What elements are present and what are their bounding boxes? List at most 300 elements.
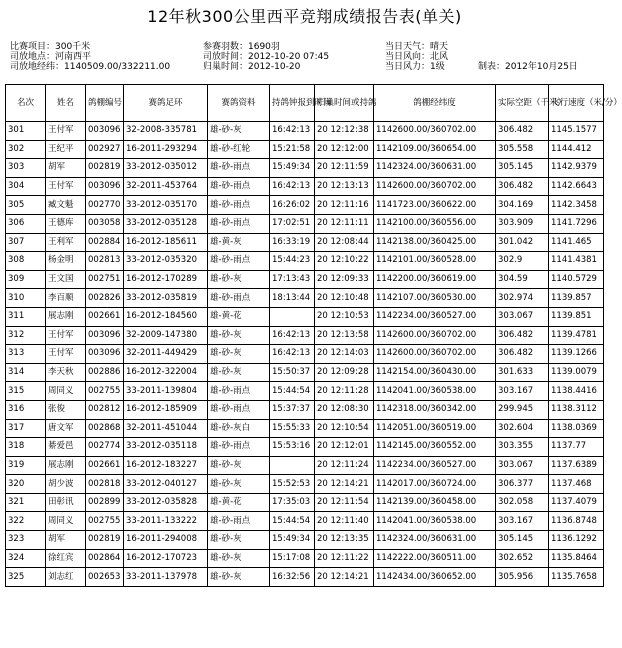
cell-clock-time: 15:17:08 [270, 549, 315, 568]
info-weather: 当日天气：晴天 [385, 42, 449, 52]
cell-speed: 1142.3458 [549, 196, 604, 215]
cell-clock-time: 16:33:19 [270, 233, 315, 252]
table-row [6, 400, 604, 419]
cell-speed: 1138.3112 [549, 400, 604, 419]
cell-coords: 1142600.00/360702.00 [374, 326, 496, 345]
cell-ring: 16-2011-294008 [124, 531, 208, 550]
info-wind-force: 当日风力：1级 [385, 62, 445, 72]
table-row [6, 214, 604, 233]
cell-speed: 1139.4781 [549, 326, 604, 345]
cell-name: 展志刚 [46, 456, 86, 475]
header-ring: 赛鸽足环 [124, 85, 208, 122]
info-release-time: 司放时间：2012-10-20 07:45 [203, 52, 330, 62]
cell-distance: 304.169 [496, 196, 549, 215]
table-row [6, 177, 604, 196]
cell-name: 王文国 [46, 270, 86, 289]
cell-rank: 309 [6, 270, 46, 289]
cell-name: 徐红宾 [46, 549, 86, 568]
cell-distance: 303.355 [496, 438, 549, 457]
cell-clock-time: 15:44:54 [270, 512, 315, 531]
cell-rank: 311 [6, 307, 46, 326]
cell-distance: 302.974 [496, 289, 549, 308]
cell-speed: 1141.4381 [549, 252, 604, 271]
cell-ring: 33-2012-035828 [124, 493, 208, 512]
cell-name: 胡军 [46, 531, 86, 550]
cell-clock-time: 17:13:43 [270, 270, 315, 289]
cell-distance: 306.482 [496, 326, 549, 345]
cell-rank: 304 [6, 177, 46, 196]
cell-coords: 1142138.00/360425.00 [374, 233, 496, 252]
cell-speed: 1137.6389 [549, 456, 604, 475]
cell-clock-time [270, 456, 315, 475]
cell-return-time: 20 12:10:54 [315, 419, 374, 438]
cell-clock-time: 15:49:34 [270, 531, 315, 550]
cell-ring: 32-2009-147380 [124, 326, 208, 345]
header-speed: 飞行速度（米/分） [549, 85, 604, 122]
cell-distance: 303.167 [496, 512, 549, 531]
cell-info: 雄-砂-雨点 [208, 252, 270, 271]
cell-name: 李天秋 [46, 363, 86, 382]
cell-clock-time: 15:44:23 [270, 252, 315, 271]
cell-clock-time: 15:50:37 [270, 363, 315, 382]
cell-name: 李百顺 [46, 289, 86, 308]
cell-rank: 302 [6, 140, 46, 159]
cell-clock-time: 15:53:16 [270, 438, 315, 457]
table-row [6, 326, 604, 345]
cell-distance: 303.067 [496, 456, 549, 475]
cell-speed: 1137.77 [549, 438, 604, 457]
cell-speed: 1142.6643 [549, 177, 604, 196]
cell-distance: 303.067 [496, 307, 549, 326]
cell-name: 臧文魁 [46, 196, 86, 215]
table-row [6, 122, 604, 141]
cell-ring: 33-2011-137978 [124, 568, 208, 587]
cell-coords: 1142139.00/360458.00 [374, 493, 496, 512]
cell-info: 雄-砂-灰 [208, 568, 270, 587]
cell-info: 雄-砂-雨点 [208, 512, 270, 531]
cell-return-time: 20 12:11:11 [315, 214, 374, 233]
table-row [6, 345, 604, 364]
info-entries: 参赛羽数：1690羽 [203, 42, 280, 52]
cell-loft-id: 002774 [86, 438, 124, 457]
cell-rank: 318 [6, 438, 46, 457]
cell-ring: 16-2012-170289 [124, 270, 208, 289]
cell-ring: 16-2012-185611 [124, 233, 208, 252]
cell-distance: 305.558 [496, 140, 549, 159]
cell-return-time: 20 12:11:40 [315, 512, 374, 531]
cell-coords: 1142600.00/360702.00 [374, 177, 496, 196]
info-release-coords: 司放地经纬：1140509.00/332211.00 [10, 62, 171, 72]
cell-speed: 1135.7658 [549, 568, 604, 587]
cell-name: 王利军 [46, 233, 86, 252]
table-row [6, 233, 604, 252]
cell-coords: 1142600.00/360702.00 [374, 122, 496, 141]
cell-speed: 1137.4079 [549, 493, 604, 512]
cell-clock-time: 18:13:44 [270, 289, 315, 308]
cell-speed: 1145.1577 [549, 122, 604, 141]
table-row [6, 438, 604, 457]
cell-coords: 1142324.00/360631.00 [374, 159, 496, 178]
cell-info: 雄-砂-灰 [208, 345, 270, 364]
cell-rank: 323 [6, 531, 46, 550]
cell-info: 雄-黄-花 [208, 493, 270, 512]
cell-return-time: 20 12:09:28 [315, 363, 374, 382]
cell-return-time: 20 12:14:03 [315, 345, 374, 364]
cell-clock-time: 15:44:54 [270, 382, 315, 401]
cell-speed: 1140.5729 [549, 270, 604, 289]
cell-rank: 317 [6, 419, 46, 438]
cell-loft-id: 002818 [86, 475, 124, 494]
cell-ring: 33-2012-035118 [124, 438, 208, 457]
header-clock-time: 持鸽钟报到时间 [270, 85, 315, 122]
cell-name: 王付军 [46, 177, 86, 196]
cell-name: 杨金明 [46, 252, 86, 271]
cell-distance: 306.377 [496, 475, 549, 494]
cell-ring: 33-2012-035128 [124, 214, 208, 233]
cell-speed: 1139.857 [549, 289, 604, 308]
cell-return-time: 20 12:08:44 [315, 233, 374, 252]
cell-info: 雄-砂-灰 [208, 270, 270, 289]
info-middle [203, 42, 329, 72]
cell-name: 王付军 [46, 345, 86, 364]
table-row [6, 140, 604, 159]
cell-coords: 1142234.00/360527.00 [374, 307, 496, 326]
cell-distance: 305.956 [496, 568, 549, 587]
cell-return-time: 20 12:13:13 [315, 177, 374, 196]
cell-rank: 316 [6, 400, 46, 419]
cell-name: 王付军 [46, 122, 86, 141]
cell-name: 胡少波 [46, 475, 86, 494]
cell-info: 雄-砂-灰 [208, 456, 270, 475]
cell-clock-time: 15:49:34 [270, 159, 315, 178]
cell-clock-time: 17:02:51 [270, 214, 315, 233]
cell-coords: 1142109.00/360654.00 [374, 140, 496, 159]
cell-clock-time: 17:35:03 [270, 493, 315, 512]
cell-distance: 302.058 [496, 493, 549, 512]
info-left [10, 42, 170, 72]
cell-rank: 303 [6, 159, 46, 178]
cell-info: 雄-砂-灰 [208, 363, 270, 382]
cell-ring: 32-2011-451044 [124, 419, 208, 438]
cell-name: 张俊 [46, 400, 86, 419]
cell-loft-id: 002864 [86, 549, 124, 568]
cell-coords: 1142017.00/360724.00 [374, 475, 496, 494]
cell-info: 雄-砂-雨点 [208, 289, 270, 308]
cell-loft-id: 002751 [86, 270, 124, 289]
cell-distance: 304.59 [496, 270, 549, 289]
cell-return-time: 20 12:10:22 [315, 252, 374, 271]
cell-info: 雄-黄-花 [208, 307, 270, 326]
cell-info: 雄-砂-灰 [208, 122, 270, 141]
cell-coords: 1142434.00/360652.00 [374, 568, 496, 587]
info-made: 制表：2012年10月25日 [478, 62, 578, 72]
cell-rank: 315 [6, 382, 46, 401]
cell-name: 周同义 [46, 512, 86, 531]
cell-speed: 1138.4416 [549, 382, 604, 401]
cell-coords: 1142222.00/360511.00 [374, 549, 496, 568]
cell-return-time: 20 12:11:22 [315, 549, 374, 568]
cell-distance: 305.145 [496, 159, 549, 178]
cell-ring: 32-2011-453764 [124, 177, 208, 196]
cell-rank: 321 [6, 493, 46, 512]
cell-distance: 302.604 [496, 419, 549, 438]
cell-coords: 1142600.00/360702.00 [374, 345, 496, 364]
cell-return-time: 20 12:11:24 [315, 456, 374, 475]
cell-distance: 302.9 [496, 252, 549, 271]
cell-distance: 303.909 [496, 214, 549, 233]
table-row [6, 512, 604, 531]
table-row [6, 196, 604, 215]
cell-name: 田彰讯 [46, 493, 86, 512]
cell-loft-id: 003058 [86, 214, 124, 233]
cell-name: 綦爱邑 [46, 438, 86, 457]
info-return-time: 归巢时间：2012-10-20 [203, 62, 301, 72]
header-row [6, 85, 604, 122]
cell-loft-id: 002661 [86, 456, 124, 475]
cell-coords: 1142107.00/360530.00 [374, 289, 496, 308]
cell-loft-id: 003096 [86, 326, 124, 345]
cell-return-time: 20 12:09:33 [315, 270, 374, 289]
cell-return-time: 20 12:12:38 [315, 122, 374, 141]
cell-ring: 33-2012-035012 [124, 159, 208, 178]
cell-name: 刘志红 [46, 568, 86, 587]
cell-loft-id: 003096 [86, 122, 124, 141]
cell-name: 周同义 [46, 382, 86, 401]
cell-coords: 1142100.00/360556.00 [374, 214, 496, 233]
cell-info: 雄-黄-灰 [208, 233, 270, 252]
cell-info: 雄-砂-灰 [208, 326, 270, 345]
table-row [6, 159, 604, 178]
table-row [6, 307, 604, 326]
cell-rank: 310 [6, 289, 46, 308]
cell-info: 雄-砂-雨点 [208, 382, 270, 401]
cell-clock-time: 15:37:37 [270, 400, 315, 419]
table-row [6, 531, 604, 550]
cell-info: 雄-砂-雨点 [208, 400, 270, 419]
cell-clock-time: 15:21:58 [270, 140, 315, 159]
cell-info: 雄-砂-雨点 [208, 159, 270, 178]
table-row [6, 456, 604, 475]
cell-rank: 312 [6, 326, 46, 345]
cell-return-time: 20 12:12:00 [315, 140, 374, 159]
cell-loft-id: 002812 [86, 400, 124, 419]
cell-ring: 32-2008-335781 [124, 122, 208, 141]
cell-coords: 1142041.00/360538.00 [374, 382, 496, 401]
cell-loft-id: 002899 [86, 493, 124, 512]
cell-speed: 1136.8748 [549, 512, 604, 531]
cell-distance: 305.145 [496, 531, 549, 550]
cell-ring: 33-2011-133222 [124, 512, 208, 531]
cell-speed: 1137.468 [549, 475, 604, 494]
header-info: 赛鸽资料 [208, 85, 270, 122]
cell-return-time: 20 12:11:54 [315, 493, 374, 512]
table-row [6, 289, 604, 308]
cell-loft-id: 002819 [86, 159, 124, 178]
cell-name: 王纪平 [46, 140, 86, 159]
cell-coords: 1142234.00/360527.00 [374, 456, 496, 475]
cell-distance: 299.945 [496, 400, 549, 419]
cell-speed: 1141.7296 [549, 214, 604, 233]
cell-loft-id: 002819 [86, 531, 124, 550]
cell-loft-id: 002868 [86, 419, 124, 438]
info-right [385, 42, 448, 72]
cell-clock-time: 16:32:56 [270, 568, 315, 587]
cell-info: 雄-砂-雨点 [208, 196, 270, 215]
cell-loft-id: 002927 [86, 140, 124, 159]
cell-distance: 306.482 [496, 345, 549, 364]
cell-loft-id: 002755 [86, 512, 124, 531]
cell-distance: 303.167 [496, 382, 549, 401]
cell-name: 唐文军 [46, 419, 86, 438]
cell-rank: 314 [6, 363, 46, 382]
cell-loft-id: 002886 [86, 363, 124, 382]
cell-distance: 301.633 [496, 363, 549, 382]
cell-ring: 32-2011-449429 [124, 345, 208, 364]
cell-rank: 308 [6, 252, 46, 271]
cell-rank: 307 [6, 233, 46, 252]
cell-rank: 313 [6, 345, 46, 364]
cell-return-time: 20 12:11:28 [315, 382, 374, 401]
cell-name: 王付军 [46, 326, 86, 345]
cell-return-time: 20 12:13:58 [315, 326, 374, 345]
header-distance: 实际空距（千米） [496, 85, 549, 122]
table-row [6, 475, 604, 494]
cell-loft-id: 002813 [86, 252, 124, 271]
cell-return-time: 20 12:08:30 [315, 400, 374, 419]
header-loft-id: 鸽棚编号 [86, 85, 124, 122]
table-row [6, 493, 604, 512]
cell-rank: 301 [6, 122, 46, 141]
cell-info: 雄-砂-雨点 [208, 214, 270, 233]
cell-clock-time: 16:42:13 [270, 122, 315, 141]
cell-distance: 302.652 [496, 549, 549, 568]
report-title: 12年秋300公里西平竞翔成绩报告表(单关) [147, 7, 462, 26]
cell-loft-id: 002653 [86, 568, 124, 587]
cell-coords: 1142154.00/360430.00 [374, 363, 496, 382]
cell-return-time: 20 12:11:16 [315, 196, 374, 215]
cell-clock-time: 15:55:33 [270, 419, 315, 438]
cell-coords: 1142051.00/360519.00 [374, 419, 496, 438]
table-row [6, 363, 604, 382]
table-row [6, 252, 604, 271]
cell-return-time: 20 12:13:35 [315, 531, 374, 550]
info-wind-dir: 当日风向：北风 [385, 52, 449, 62]
cell-loft-id: 002770 [86, 196, 124, 215]
table-row [6, 419, 604, 438]
cell-clock-time: 16:42:13 [270, 326, 315, 345]
cell-coords: 1142101.00/360528.00 [374, 252, 496, 271]
info-release-place: 司放地点：河南西平 [10, 52, 92, 62]
cell-speed: 1139.851 [549, 307, 604, 326]
cell-info: 雄-砂-雨点 [208, 438, 270, 457]
cell-ring: 33-2012-035819 [124, 289, 208, 308]
cell-info: 雄-砂-雨点 [208, 177, 270, 196]
cell-loft-id: 002661 [86, 307, 124, 326]
cell-return-time: 20 12:10:53 [315, 307, 374, 326]
cell-clock-time: 15:52:53 [270, 475, 315, 494]
cell-coords: 1142145.00/360552.00 [374, 438, 496, 457]
cell-coords: 1142200.00/360619.00 [374, 270, 496, 289]
cell-speed: 1135.8464 [549, 549, 604, 568]
cell-speed: 1144.412 [549, 140, 604, 159]
cell-name: 王德库 [46, 214, 86, 233]
cell-loft-id: 003096 [86, 177, 124, 196]
cell-return-time: 20 12:12:01 [315, 438, 374, 457]
cell-distance: 301.042 [496, 233, 549, 252]
cell-ring: 33-2011-139804 [124, 382, 208, 401]
cell-ring: 16-2012-170723 [124, 549, 208, 568]
cell-speed: 1141.465 [549, 233, 604, 252]
cell-speed: 1139.0079 [549, 363, 604, 382]
cell-loft-id: 002755 [86, 382, 124, 401]
cell-rank: 325 [6, 568, 46, 587]
cell-loft-id: 002884 [86, 233, 124, 252]
table-row [6, 270, 604, 289]
cell-name: 胡军 [46, 159, 86, 178]
cell-return-time: 20 12:10:48 [315, 289, 374, 308]
cell-rank: 306 [6, 214, 46, 233]
cell-info: 雄-砂-灰 [208, 475, 270, 494]
table-row [6, 549, 604, 568]
cell-loft-id: 003096 [86, 345, 124, 364]
cell-ring: 16-2012-185909 [124, 400, 208, 419]
cell-clock-time: 16:42:13 [270, 177, 315, 196]
cell-ring: 16-2012-322004 [124, 363, 208, 382]
cell-clock-time [270, 307, 315, 326]
cell-ring: 16-2011-293294 [124, 140, 208, 159]
cell-clock-time: 16:42:13 [270, 345, 315, 364]
cell-ring: 33-2012-035170 [124, 196, 208, 215]
header-name: 姓名 [46, 85, 86, 122]
info-project: 比赛项目：300千米 [10, 42, 91, 52]
cell-loft-id: 002826 [86, 289, 124, 308]
cell-distance: 306.482 [496, 122, 549, 141]
cell-coords: 1141723.00/360622.00 [374, 196, 496, 215]
cell-speed: 1142.9379 [549, 159, 604, 178]
cell-distance: 306.482 [496, 177, 549, 196]
table-body [6, 122, 604, 587]
cell-info: 雄-砂-红轮 [208, 140, 270, 159]
cell-info: 雄-砂-灰白 [208, 419, 270, 438]
table-row [6, 568, 604, 587]
cell-rank: 322 [6, 512, 46, 531]
cell-coords: 1142324.00/360631.00 [374, 531, 496, 550]
header-return-time: 归巢时间或持鸽 [315, 85, 374, 122]
cell-rank: 320 [6, 475, 46, 494]
cell-ring: 16-2012-183227 [124, 456, 208, 475]
cell-name: 展志刚 [46, 307, 86, 326]
cell-speed: 1136.1292 [549, 531, 604, 550]
header-coords: 鸽棚经纬度 [374, 85, 496, 122]
cell-speed: 1138.0369 [549, 419, 604, 438]
cell-return-time: 20 12:14:21 [315, 568, 374, 587]
cell-rank: 305 [6, 196, 46, 215]
cell-info: 雄-砂-灰 [208, 549, 270, 568]
table-row [6, 382, 604, 401]
cell-coords: 1142318.00/360342.00 [374, 400, 496, 419]
cell-ring: 33-2012-040127 [124, 475, 208, 494]
cell-rank: 324 [6, 549, 46, 568]
cell-return-time: 20 12:11:59 [315, 159, 374, 178]
results-table [5, 84, 622, 587]
cell-ring: 16-2012-184560 [124, 307, 208, 326]
header-rank: 名次 [6, 85, 46, 122]
cell-ring: 33-2012-035320 [124, 252, 208, 271]
cell-rank: 319 [6, 456, 46, 475]
cell-info: 雄-砂-灰 [208, 531, 270, 550]
cell-clock-time: 16:26:02 [270, 196, 315, 215]
cell-return-time: 20 12:14:21 [315, 475, 374, 494]
